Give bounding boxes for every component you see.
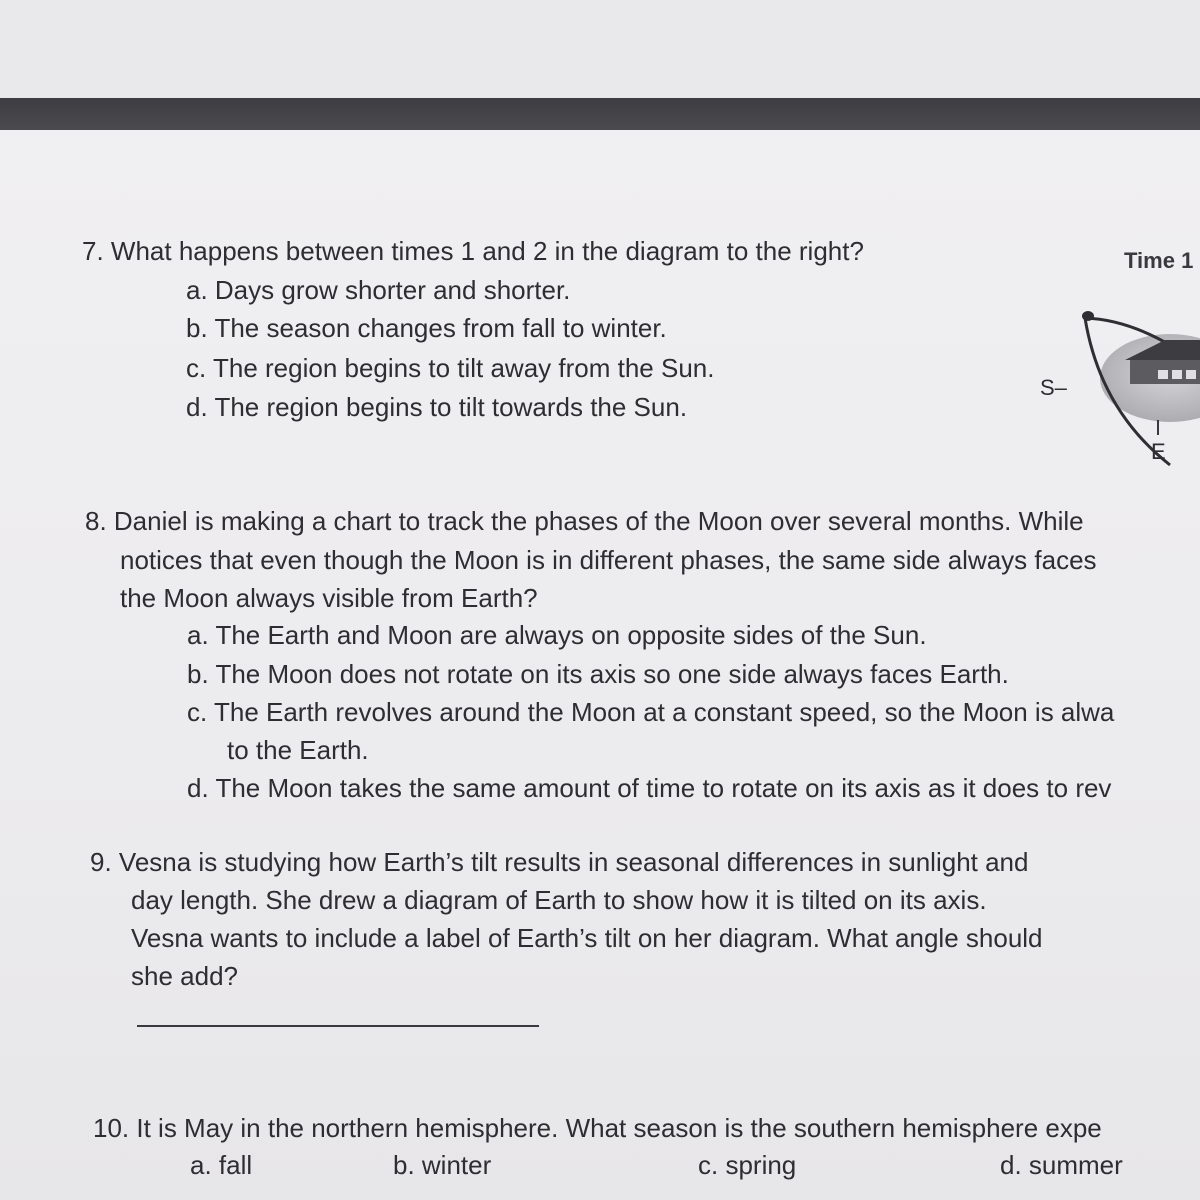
q8-option-b: b. The Moon does not rotate on its axis so one side always faces Earth. <box>187 659 1009 689</box>
q8-option-a: a. The Earth and Moon are always on opposite sides of the Sun. <box>187 620 927 650</box>
diagram-south-label: S– <box>1040 375 1067 400</box>
background-top <box>0 0 1200 98</box>
q7-option-c: c. The region begins to tilt away from the Sun. <box>186 353 715 383</box>
building-window-1 <box>1158 370 1168 379</box>
q7-stem: 7. What happens between times 1 and 2 in the diagram to the right? <box>82 236 864 266</box>
q7-option-a: a. Days grow shorter and shorter. <box>186 275 571 305</box>
q10-option-d: d. summer <box>1000 1150 1123 1180</box>
q9-stem-line-3: Vesna wants to include a label of Earth’s tilt on her diagram. What angle should <box>131 923 1043 953</box>
q7-option-d: d. The region begins to tilt towards the Sun. <box>186 392 688 422</box>
building-window-3 <box>1186 370 1196 379</box>
q8-stem-line-3: the Moon always visible from Earth? <box>120 583 538 613</box>
q9-stem-line-2: day length. She drew a diagram of Earth to show how it is tilted on its axis. <box>131 885 987 915</box>
q9-answer-blank[interactable] <box>137 1025 539 1027</box>
q9-stem-line-4: she add? <box>131 961 238 991</box>
q8-stem-line-2: notices that even though the Moon is in different phases, the same side always faces <box>120 545 1097 575</box>
q8-stem-line-1: 8. Daniel is making a chart to track the phases of the Moon over several months. While <box>85 506 1084 536</box>
q10-option-b: b. winter <box>393 1150 492 1180</box>
sun-dot <box>1082 311 1094 321</box>
diagram-east-label: E <box>1151 439 1166 464</box>
building-window-2 <box>1172 370 1182 379</box>
diagram-time-label: Time 1 <box>1124 248 1194 273</box>
q8-option-c-line-2: to the Earth. <box>227 735 369 765</box>
q10-option-c: c. spring <box>698 1150 797 1180</box>
q8-option-d: d. The Moon takes the same amount of time to rotate on its axis as it does to rev <box>187 773 1112 803</box>
dark-header-bar <box>0 98 1200 130</box>
q7-option-b: b. The season changes from fall to winter. <box>186 313 667 343</box>
q8-option-c-line-1: c. The Earth revolves around the Moon at a constant speed, so the Moon is alwa <box>187 697 1115 727</box>
q9-stem-line-1: 9. Vesna is studying how Earth’s tilt results in seasonal differences in sunlight and <box>90 847 1029 877</box>
q10-stem: 10. It is May in the northern hemisphere. What season is the southern hemisphere expe <box>93 1113 1102 1143</box>
q10-option-a: a. fall <box>190 1150 253 1180</box>
